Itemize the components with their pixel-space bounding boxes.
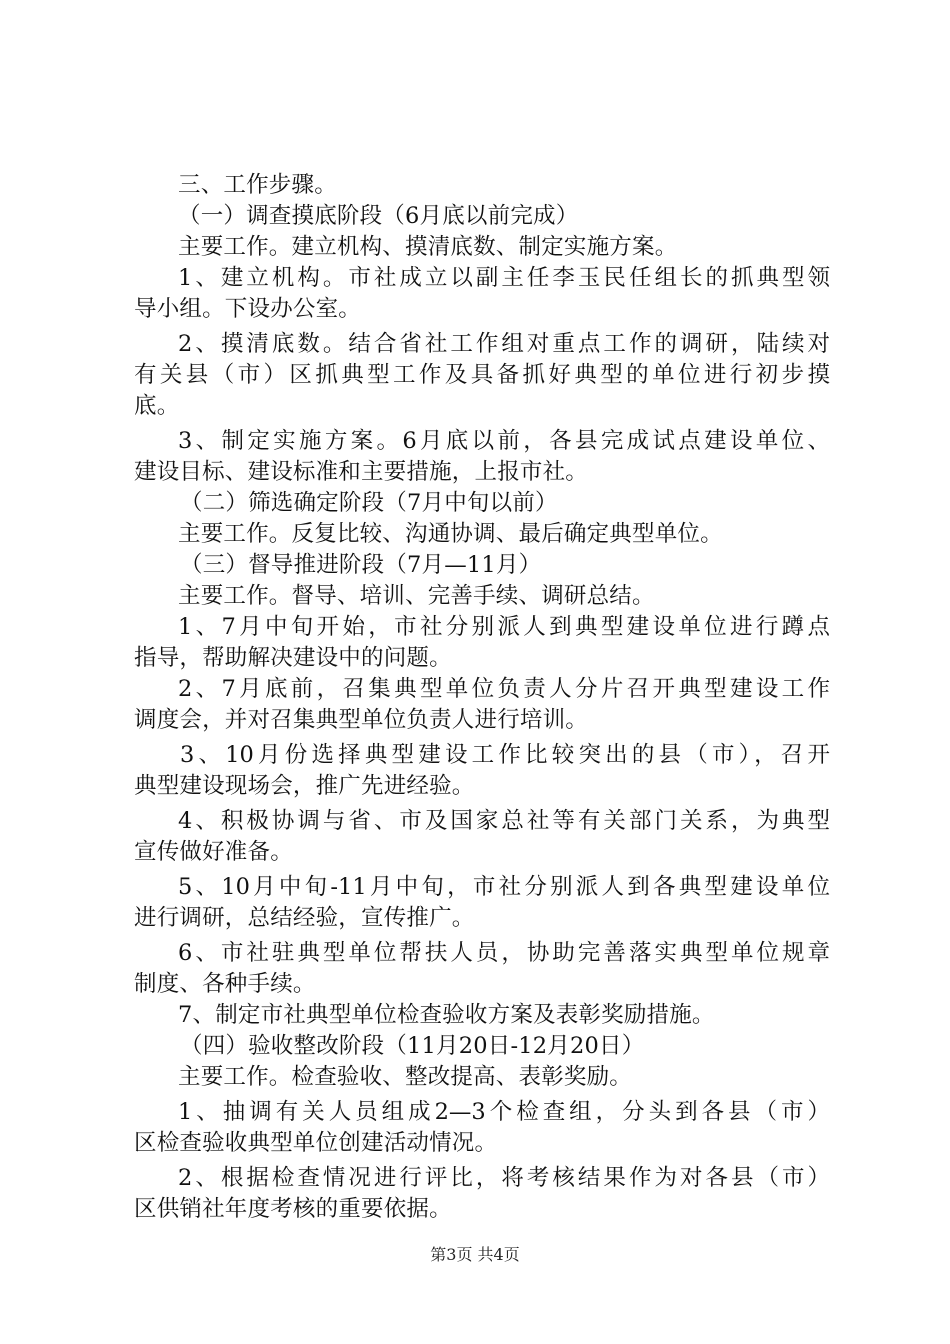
page-number-footer: 第3页 共4页	[430, 1245, 520, 1264]
text-line: 2、7月底前，召集典型单位负责人分片召开典型建设工作	[178, 676, 830, 702]
text-line: 宣传做好准备。	[134, 839, 293, 865]
text-line: 导小组。下设办公室。	[134, 296, 362, 322]
text-line: 2、根据检查情况进行评比，将考核结果作为对各县（市）	[178, 1165, 830, 1191]
text-line: 5、10月中旬-11月中旬，市社分别派人到各典型建设单位	[178, 874, 830, 900]
text-line: 有关县（市）区抓典型工作及具备抓好典型的单位进行初步摸	[134, 362, 830, 388]
text-line: 进行调研，总结经验，宣传推广。	[134, 905, 475, 931]
text-line: 主要工作。反复比较、沟通协调、最后确定典型单位。	[178, 521, 723, 547]
text-line: 典型建设现场会，推广先进经验。	[134, 773, 475, 799]
text-line: 区检查验收典型单位创建活动情况。	[134, 1130, 498, 1156]
stage-heading-4: （四）验收整改阶段（11月20日-12月20日）	[180, 1033, 645, 1059]
text-line: 1、建立机构。市社成立以副主任李玉民任组长的抓典型领	[178, 265, 830, 291]
text-line: 1、7月中旬开始，市社分别派人到典型建设单位进行蹲点	[178, 614, 830, 640]
stage-heading-2: （二）筛选确定阶段（7月中旬以前）	[180, 490, 558, 516]
text-line: 3、制定实施方案。6月底以前，各县完成试点建设单位、	[178, 428, 830, 454]
text-line: 主要工作。检查验收、整改提高、表彰奖励。	[178, 1064, 633, 1090]
stage-heading-3: （三）督导推进阶段（7月—11月）	[180, 552, 542, 578]
section-heading: 三、工作步骤。	[178, 172, 337, 198]
text-line: 主要工作。建立机构、摸清底数、制定实施方案。	[178, 234, 678, 260]
text-line: 3、10月份选择典型建设工作比较突出的县（市），召开	[180, 742, 830, 768]
text-line: 建设目标、建设标准和主要措施，上报市社。	[134, 459, 589, 485]
text-line: 区供销社年度考核的重要依据。	[134, 1196, 452, 1222]
text-line: 1、抽调有关人员组成2—3个检查组，分头到各县（市）	[178, 1099, 830, 1125]
text-line: 7、制定市社典型单位检查验收方案及表彰奖励措施。	[178, 1002, 715, 1028]
text-line: 主要工作。督导、培训、完善手续、调研总结。	[178, 583, 655, 609]
text-line: 2、摸清底数。结合省社工作组对重点工作的调研，陆续对	[178, 331, 830, 357]
text-line: 底。	[134, 393, 180, 419]
stage-heading-1: （一）调查摸底阶段（6月底以前完成）	[178, 203, 579, 229]
text-line: 6、市社驻典型单位帮扶人员，协助完善落实典型单位规章	[178, 940, 830, 966]
text-line: 调度会，并对召集典型单位负责人进行培训。	[134, 707, 589, 733]
document-body	[134, 170, 830, 1225]
text-line: 指导，帮助解决建设中的问题。	[134, 645, 452, 671]
text-line: 4、积极协调与省、市及国家总社等有关部门关系，为典型	[178, 808, 830, 834]
text-line: 制度、各种手续。	[134, 971, 316, 997]
